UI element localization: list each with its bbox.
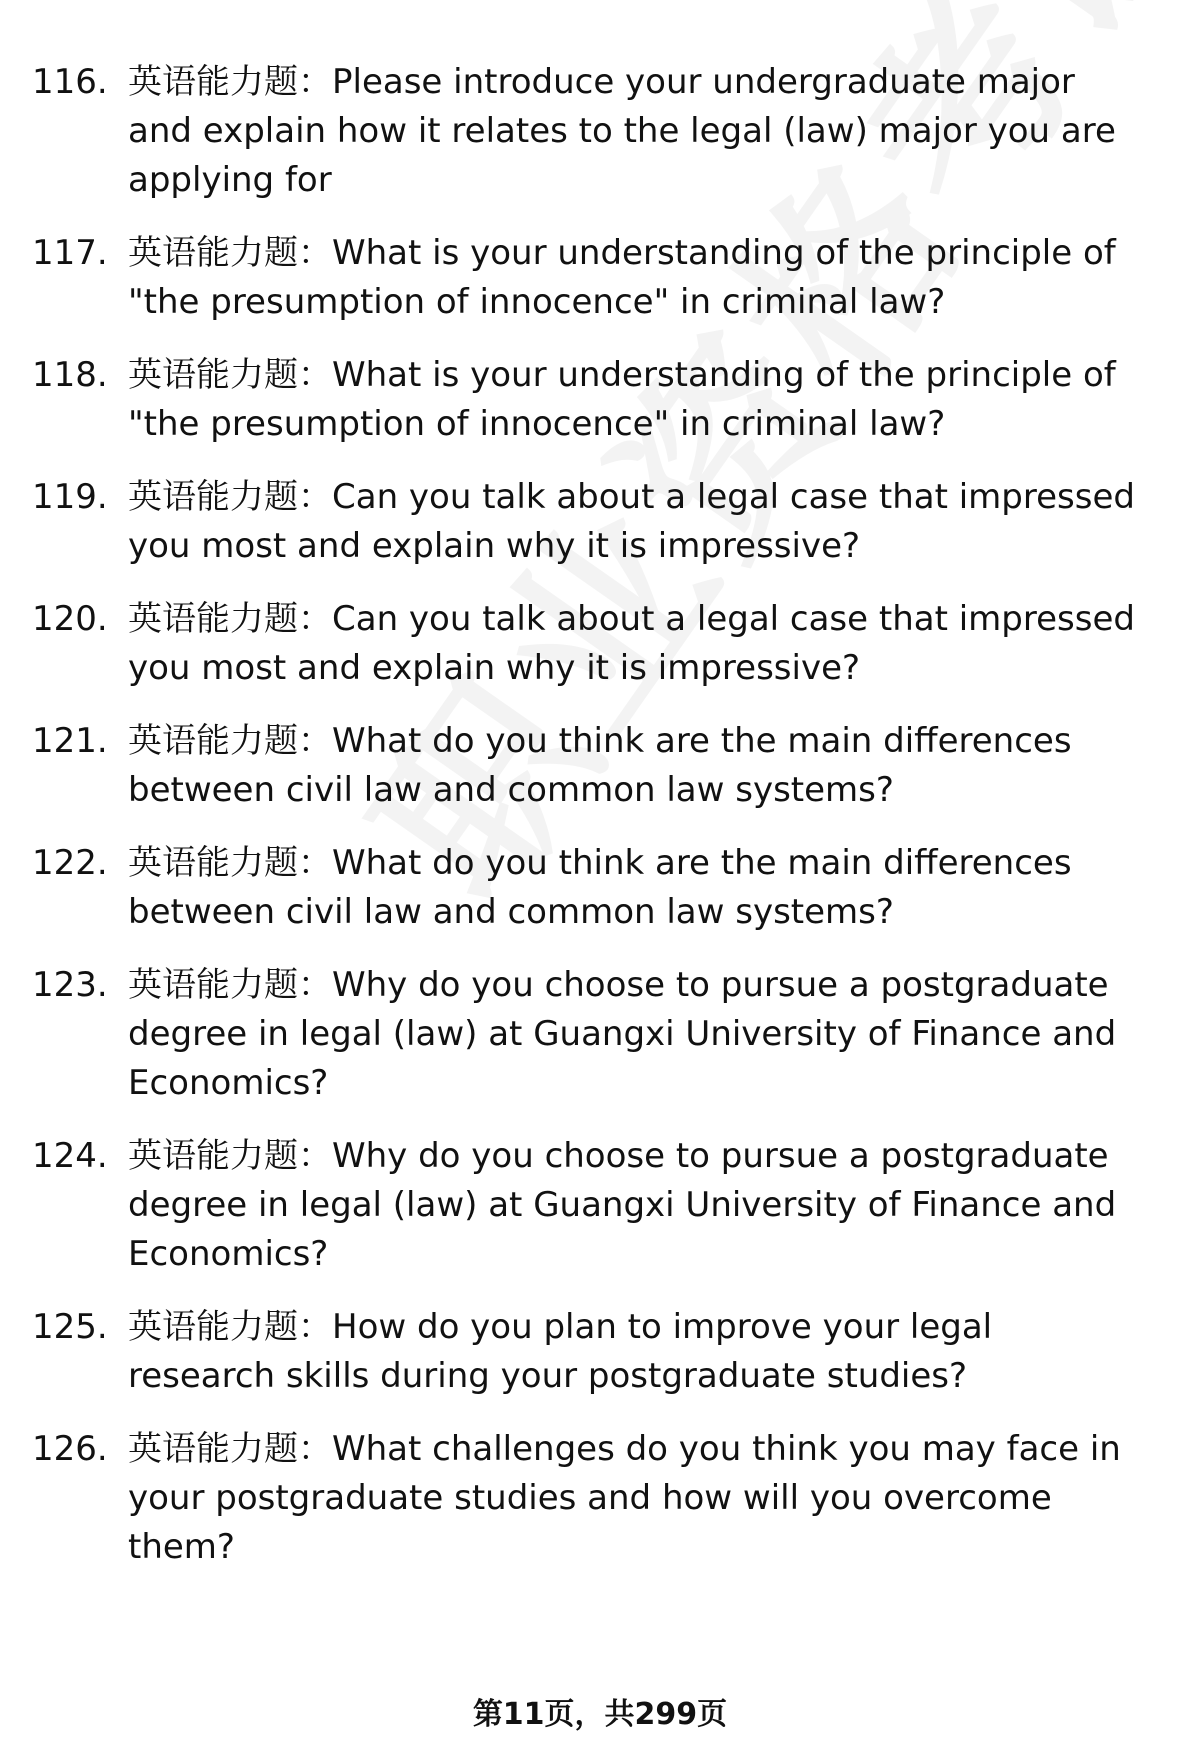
question-list [0, 58, 1200, 1596]
question-tag: 英语能力题： [128, 965, 332, 1005]
question-tag: 英语能力题： [128, 355, 332, 395]
question-item [0, 839, 1200, 937]
question-item [0, 595, 1200, 693]
question-number: 119. [32, 477, 108, 517]
question-number: 120. [32, 599, 108, 639]
question-text: How do you plan to improve your legal research skills during your postgraduate studies? [128, 1307, 993, 1396]
question-body [128, 1132, 1140, 1279]
question-tag: 英语能力题： [128, 62, 332, 102]
question-number: 121. [32, 721, 108, 761]
question-body [128, 351, 1140, 449]
question-item [0, 717, 1200, 815]
question-tag: 英语能力题： [128, 477, 332, 517]
question-number: 116. [32, 62, 108, 102]
question-text: Can you talk about a legal case that impressed you most and explain why it is impressive? [128, 477, 1135, 566]
question-item [0, 1303, 1200, 1401]
question-item [0, 473, 1200, 571]
question-body [128, 1425, 1140, 1572]
question-text: Can you talk about a legal case that impressed you most and explain why it is impressive? [128, 599, 1135, 688]
question-tag: 英语能力题： [128, 1136, 332, 1176]
question-text: Please introduce your undergraduate major and explain how it relates to the legal (law) major you are applying for [128, 62, 1116, 200]
question-body [128, 229, 1140, 327]
question-item [0, 961, 1200, 1108]
question-tag: 英语能力题： [128, 721, 332, 761]
question-text: What is your understanding of the principle of "the presumption of innocence" in criminal law? [128, 233, 1116, 322]
question-text: What do you think are the main differences between civil law and common law systems? [128, 721, 1072, 810]
question-body [128, 961, 1140, 1108]
question-text: Why do you choose to pursue a postgraduate degree in legal (law) at Guangxi University of Finance and Economics? [128, 1136, 1117, 1274]
question-body [128, 1303, 1140, 1401]
question-number: 117. [32, 233, 108, 273]
question-body [128, 58, 1140, 205]
question-item [0, 1132, 1200, 1279]
question-item [0, 351, 1200, 449]
question-item [0, 58, 1200, 205]
question-text: What is your understanding of the principle of "the presumption of innocence" in criminal law? [128, 355, 1116, 444]
question-body [128, 839, 1140, 937]
question-number: 124. [32, 1136, 108, 1176]
question-item [0, 1425, 1200, 1572]
question-number: 118. [32, 355, 108, 395]
question-text: Why do you choose to pursue a postgraduate degree in legal (law) at Guangxi University of Finance and Economics? [128, 965, 1117, 1103]
question-tag: 英语能力题： [128, 843, 332, 883]
page-number-footer: 第11页，共299页 [472, 1697, 728, 1732]
question-number: 123. [32, 965, 108, 1005]
question-text: What do you think are the main differences between civil law and common law systems? [128, 843, 1072, 932]
question-tag: 英语能力题： [128, 599, 332, 639]
question-text: What challenges do you think you may face in your postgraduate studies and how will you overcome them? [128, 1429, 1121, 1567]
question-item [0, 229, 1200, 327]
question-tag: 英语能力题： [128, 1307, 332, 1347]
question-number: 122. [32, 843, 108, 883]
question-number: 126. [32, 1429, 108, 1469]
question-body [128, 595, 1140, 693]
question-tag: 英语能力题： [128, 1429, 332, 1469]
question-tag: 英语能力题： [128, 233, 332, 273]
question-body [128, 473, 1140, 571]
question-body [128, 717, 1140, 815]
question-number: 125. [32, 1307, 108, 1347]
